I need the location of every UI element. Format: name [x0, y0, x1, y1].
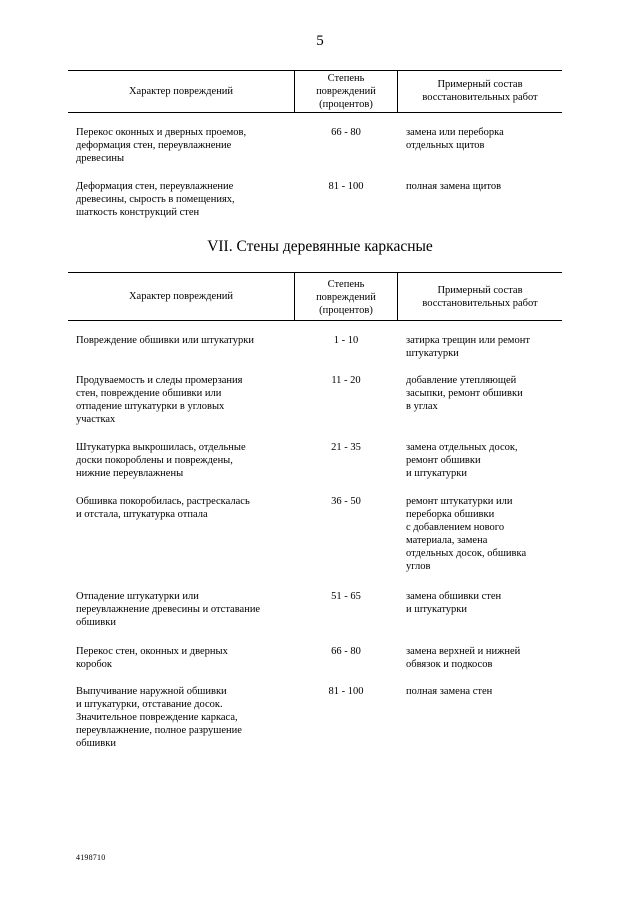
table-1-col-divider-1 [294, 70, 295, 112]
header-line: Степень [327, 73, 365, 84]
text-line: замена или переборка [406, 127, 504, 138]
text-line: и штукатурки, отставание досок. [76, 699, 223, 710]
table-2-row-1-work [406, 334, 566, 360]
table-2-row-2-damage [76, 374, 276, 426]
table-2-row-4-percent: 36 - 50 [331, 496, 361, 507]
header-line: повреждений [316, 292, 376, 303]
table-2-row-2-percent: 11 - 20 [331, 375, 361, 386]
table-1-row-2-percent: 81 - 100 [328, 181, 364, 192]
table-2-row-4-damage [76, 495, 276, 521]
table-2-header-damage: Характер повреждений [128, 291, 234, 302]
text-line: обшивки [76, 738, 116, 749]
text-line: Повреждение обшивки или штукатурки [76, 335, 254, 346]
text-line: замена верхней и нижней [406, 646, 521, 657]
table-2-row-5-percent: 51 - 65 [331, 591, 361, 602]
text-line: нижние переувлажнены [76, 468, 184, 479]
table-1-row-1-percent: 66 - 80 [331, 127, 361, 138]
text-line: ремонт штукатурки или [406, 496, 513, 507]
text-line: Выпучивание наружной обшивки [76, 686, 227, 697]
text-line: деформация стен, переувлажнение [76, 140, 232, 151]
text-line: переувлажнение, полное разрушение [76, 725, 242, 736]
text-line: Продуваемость и следы промерзания [76, 375, 243, 386]
table-2-header-percent [296, 278, 396, 317]
table-1-row-1-damage [76, 126, 276, 165]
table-2-col-divider-1 [294, 272, 295, 320]
text-line: Значительное повреждение каркаса, [76, 712, 238, 723]
text-line: отпадение штукатурки в угловых [76, 401, 225, 412]
table-2-row-2-work [406, 374, 566, 413]
table-2-row-3-work [406, 441, 566, 480]
text-line: обвязок и подкосов [406, 659, 493, 670]
table-2-row-1-damage [76, 334, 276, 347]
table-2-row-7-work [406, 685, 566, 698]
text-line: замена обшивки стен [406, 591, 502, 602]
header-line: Примерный состав [437, 79, 523, 90]
text-line: материала, замена [406, 535, 488, 546]
table-2-row-5-damage [76, 590, 276, 629]
text-line: шаткость конструкций стен [76, 207, 200, 218]
text-line: с добавлением нового [406, 522, 505, 533]
table-2-row-7-percent: 81 - 100 [328, 686, 364, 697]
header-line: (процентов) [319, 99, 373, 110]
text-line: отдельных щитов [406, 140, 485, 151]
text-line: Отпадение штукатурки или [76, 591, 199, 602]
table-2-row-4-work [406, 495, 566, 573]
text-line: замена отдельных досок, [406, 442, 518, 453]
header-line: Примерный состав [437, 285, 523, 296]
text-line: коробок [76, 659, 113, 670]
page-number: 5 [316, 33, 324, 49]
table-2-row-6-work [406, 645, 566, 671]
text-line: Перекос стен, оконных и дверных [76, 646, 228, 657]
table-2-header-works [400, 284, 560, 310]
text-line: переборка обшивки [406, 509, 495, 520]
table-2-row-5-work [406, 590, 566, 616]
table-1-col-divider-2 [397, 70, 398, 112]
text-line: и штукатурки [406, 468, 468, 479]
table-1-header-damage: Характер повреждений [128, 86, 234, 97]
text-line: в углах [406, 401, 438, 412]
text-line: отдельных досок, обшивка [406, 548, 527, 559]
table-1-header-percent [296, 72, 396, 111]
text-line: древесины [76, 153, 125, 164]
text-line: переувлажнение древесины и отставание [76, 604, 261, 615]
text-line: полная замена щитов [406, 181, 502, 192]
table-2-row-3-damage [76, 441, 276, 480]
text-line: и отстала, штукатурка отпала [76, 509, 208, 520]
text-line: и штукатурки [406, 604, 468, 615]
document-code: 4198710 [76, 853, 106, 862]
text-line: Перекос оконных и дверных проемов, [76, 127, 247, 138]
text-line: Деформация стен, переувлажнение [76, 181, 234, 192]
text-line: стен, повреждение обшивки или [76, 388, 222, 399]
table-1-row-2-work [406, 180, 566, 193]
table-2-row-6-percent: 66 - 80 [331, 646, 361, 657]
text-line: обшивки [76, 617, 116, 628]
table-2-col-divider-2 [397, 272, 398, 320]
text-line: полная замена стен [406, 686, 493, 697]
header-line: повреждений [316, 86, 376, 97]
header-line: восстановительных работ [422, 298, 538, 309]
table-1-header-works [400, 78, 560, 104]
header-line: Степень [327, 279, 365, 290]
text-line: затирка трещин или ремонт [406, 335, 530, 346]
section-title: VII. Стены деревянные каркасные [207, 238, 433, 255]
text-line: добавление утепляющей [406, 375, 517, 386]
table-2-row-7-damage [76, 685, 276, 750]
table-2-top-rule [68, 272, 562, 273]
text-line: участках [76, 414, 116, 425]
text-line: штукатурки [406, 348, 459, 359]
table-2-row-3-percent: 21 - 35 [331, 442, 361, 453]
header-line: (процентов) [319, 305, 373, 316]
table-1-top-rule [68, 70, 562, 71]
table-1-row-1-work [406, 126, 566, 152]
table-2-header-rule [68, 320, 562, 321]
table-2-row-6-damage [76, 645, 276, 671]
text-line: углов [406, 561, 431, 572]
text-line: засыпки, ремонт обшивки [406, 388, 523, 399]
text-line: Штукатурка выкрошилась, отдельные [76, 442, 246, 453]
text-line: ремонт обшивки [406, 455, 481, 466]
text-line: Обшивка покоробилась, растрескалась [76, 496, 250, 507]
table-1-header-rule [68, 112, 562, 113]
table-1-row-2-damage [76, 180, 276, 219]
table-2-row-1-percent: 1 - 10 [333, 335, 359, 346]
header-line: восстановительных работ [422, 92, 538, 103]
text-line: древесины, сырость в помещениях, [76, 194, 235, 205]
text-line: доски покороблены и повреждены, [76, 455, 233, 466]
